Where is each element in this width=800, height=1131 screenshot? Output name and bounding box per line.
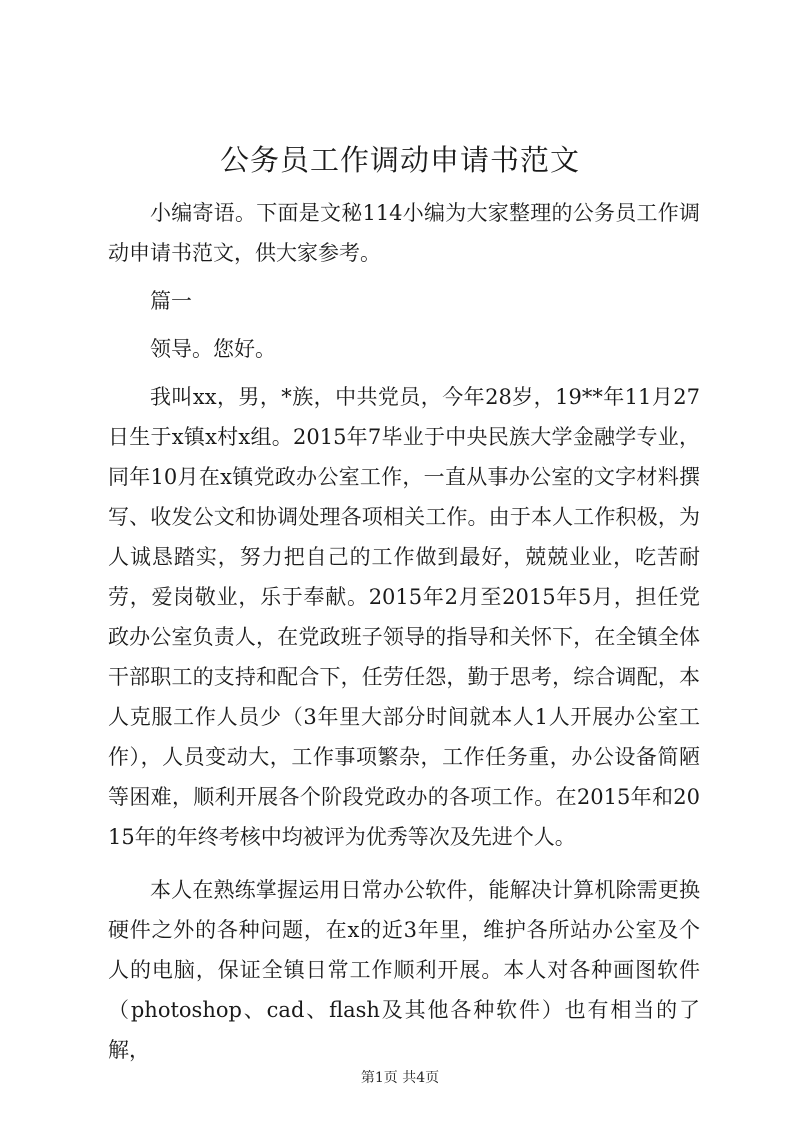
body-paragraph: 本人在熟练掌握运用日常办公软件，能解决计算机除需更换硬件之外的各种问题，在x的近3年里，维护各所站办公室及个人的电脑，保证全镇日常工作顺利开展。本人对各种画图软件（photoshop、cad、flash及其他各种软件）也有相当的了解， (108, 878, 700, 1062)
document-body (108, 193, 700, 1070)
page-number: 第1页 共4页 (360, 1070, 440, 1086)
body-paragraph: 我叫xx，男，*族，中共党员，今年28岁，19**年11月27日生于x镇x村x组。2015年7毕业于中央民族大学金融学专业，同年10月在x镇党政办公室工作，一直从事办公室的文字材料撰写、收发公文和协调处理各项相关工作。由于本人工作积极，为人诚恳踏实，努力把自己的工作做到最好，兢兢业业，吃苦耐劳，爱岗敬业，乐于奉献。2015年2月至2015年5月，担任党政办公室负责人，在党政班子领导的指导和关怀下，在全镇全体干部职工的支持和配合下，任劳任怨，勤于思考，综合调配，本人克服工作人员少（3年里大部分时间就本人1人开展办公室工作），人员变动大，工作事项繁杂，工作任务重，办公设备简陋等困难，顺利开展各个阶段党政办的各项工作。在2015年和2015年的年终考核中均被评为优秀等次及先进个人。 (108, 385, 700, 849)
intro-paragraph: 小编寄语。下面是文秘114小编为大家整理的公务员工作调动申请书范文，供大家参考。 (108, 201, 700, 265)
salutation: 领导。您好。 (150, 337, 276, 361)
document-title: 公务员工作调动申请书范文 (219, 143, 580, 177)
section-heading: 篇一 (150, 289, 192, 313)
